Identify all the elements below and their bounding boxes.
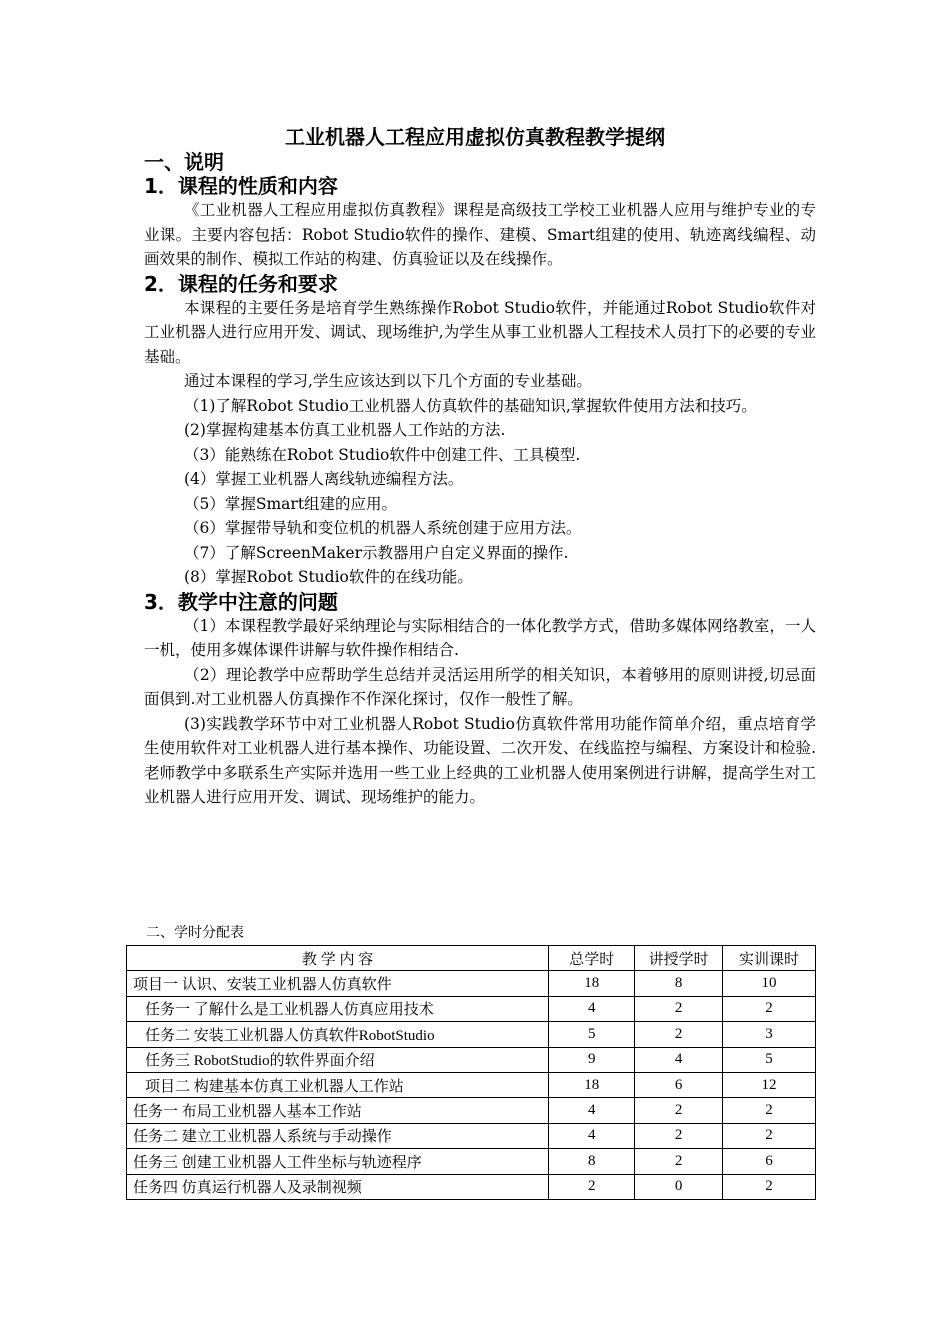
column-header-practice: 实训课时 (723, 946, 816, 971)
heading-teaching-notes: 3．教学中注意的问题 (144, 589, 338, 614)
list-item: （3）能熟练在Robot Studio软件中创建工件、工具模型. (184, 445, 581, 464)
column-header-content: 教 学 内 容 (127, 946, 549, 971)
table-row (127, 1098, 816, 1123)
cell-total: 2 (549, 1174, 635, 1199)
column-header-lecture: 讲授学时 (635, 946, 723, 971)
document-body (144, 150, 816, 810)
table-row (127, 1047, 816, 1072)
paragraph-teaching-note: (3)实践教学环节中对工业机器人Robot Studio仿真软件常用功能作简单介绍，重点培育学生使用软件对工业机器人进行基本操作、功能设置、二次开发、在线监控与编程、方案设计和检验.老师教学中多联系生产实际并选用一些工业上经典的工业机器人使用案例进行讲解，提高学生对工业机器人进行应用开发、调试、现场维护的能力。 (144, 714, 816, 806)
cell-practice: 2 (723, 1098, 816, 1123)
cell-total: 8 (549, 1149, 635, 1174)
cell-practice: 12 (723, 1072, 816, 1097)
cell-lecture: 8 (635, 971, 723, 996)
cell-name: 任务三 RobotStudio的软件界面介绍 (127, 1047, 549, 1072)
cell-name: 项目一 认识、安装工业机器人仿真软件 (127, 971, 549, 996)
paragraph-teaching-note: （1）本课程教学最好采纳理论与实际相结合的一体化教学方式，借助多媒体网络教室，一人一机，使用多媒体课件讲解与软件操作相结合. (144, 616, 816, 659)
cell-lecture: 4 (635, 1047, 723, 1072)
cell-total: 18 (549, 1072, 635, 1097)
cell-total: 4 (549, 996, 635, 1021)
cell-lecture: 2 (635, 1098, 723, 1123)
cell-lecture: 2 (635, 996, 723, 1021)
list-item: （6）掌握带导轨和变位机的机器人系统创建于应用方法。 (184, 519, 582, 537)
cell-practice: 6 (723, 1149, 816, 1174)
cell-total: 5 (549, 1022, 635, 1047)
cell-practice: 3 (723, 1022, 816, 1047)
table-row (127, 1072, 816, 1097)
cell-total: 4 (549, 1098, 635, 1123)
table-row (127, 996, 816, 1021)
list-item: (8）掌握Robot Studio软件的在线功能。 (184, 568, 473, 586)
cell-name: 任务二 安装工业机器人仿真软件RobotStudio (127, 1022, 549, 1047)
cell-practice: 10 (723, 971, 816, 996)
cell-lecture: 2 (635, 1149, 723, 1174)
table-row (127, 1022, 816, 1047)
cell-name: 任务一 布局工业机器人基本工作站 (127, 1098, 549, 1123)
table-row (127, 971, 816, 996)
list-item: （1)了解Robot Studio工业机器人仿真软件的基础知识,掌握软件使用方法和技巧。 (184, 396, 757, 415)
cell-lecture: 2 (635, 1022, 723, 1047)
cell-total: 18 (549, 971, 635, 996)
heading-course-nature: 1．课程的性质和内容 (144, 174, 338, 198)
paragraph-course-tasks: 本课程的主要任务是培育学生熟练操作Robot Studio软件，并能通过Robot Studio软件对工业机器人进行应用开发、调试、现场维护,为学生从事工业机器人工程技术人员打下的必要的专业基础。 (144, 298, 816, 366)
cell-practice: 2 (723, 996, 816, 1021)
cell-name: 任务一 了解什么是工业机器人仿真应用技术 (127, 996, 549, 1021)
cell-name: 任务四 仿真运行机器人及录制视频 (127, 1174, 549, 1199)
list-item: (4）掌握工业机器人离线轨迹编程方法。 (184, 470, 464, 488)
paragraph-learning-goals: 通过本课程的学习,学生应该达到以下几个方面的专业基础。 (184, 372, 592, 390)
cell-lecture: 2 (635, 1123, 723, 1148)
cell-total: 9 (549, 1047, 635, 1072)
paragraph-teaching-note: （2）理论教学中应帮助学生总结并灵活运用所学的相关知识，本着够用的原则讲授,切忌面面俱到.对工业机器人仿真操作不作深化探讨，仅作一般性了解。 (144, 665, 816, 708)
cell-name: 任务三 创建工业机器人工件坐标与轨迹程序 (127, 1149, 549, 1174)
list-item: （7）了解ScreenMaker示教器用户自定义界面的操作. (184, 543, 569, 562)
column-header-total: 总学时 (549, 946, 635, 971)
table-row (127, 1123, 816, 1148)
section-heading-intro: 一、说明 (144, 150, 224, 174)
table-row (127, 1149, 816, 1174)
table-caption: 二、学时分配表 (146, 925, 244, 941)
cell-lecture: 6 (635, 1072, 723, 1097)
cell-lecture: 0 (635, 1174, 723, 1199)
list-item: （5）掌握Smart组建的应用。 (184, 494, 398, 513)
table-header-row (127, 946, 816, 971)
paragraph-course-nature: 《工业机器人工程应用虚拟仿真教程》课程是高级技工学校工业机器人应用与维护专业的专业课。主要内容包括：Robot Studio软件的操作、建模、Smart组建的使用、轨迹离线编程、动画效果的制作、模拟工作站的构建、仿真验证以及在线操作。 (144, 201, 816, 268)
table-row (127, 1174, 816, 1199)
document-title: 工业机器人工程应用虚拟仿真教程教学提纲 (285, 125, 665, 149)
heading-course-tasks: 2．课程的任务和要求 (144, 271, 338, 296)
cell-practice: 2 (723, 1123, 816, 1148)
cell-total: 4 (549, 1123, 635, 1148)
cell-practice: 2 (723, 1174, 816, 1199)
cell-name: 项目二 构建基本仿真工业机器人工作站 (127, 1072, 549, 1097)
list-item: (2)掌握构建基本仿真工业机器人工作站的方法. (184, 421, 506, 439)
cell-practice: 5 (723, 1047, 816, 1072)
cell-name: 任务二 建立工业机器人系统与手动操作 (127, 1123, 549, 1148)
hours-allocation-table (126, 945, 816, 1200)
